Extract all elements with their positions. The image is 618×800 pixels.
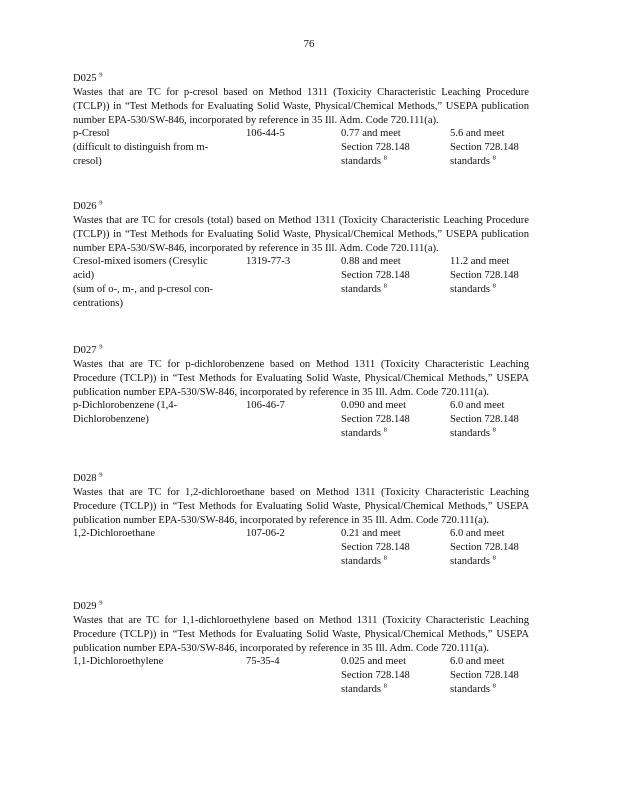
footnote-ref: 8	[492, 154, 496, 162]
waste-code-text: D029	[73, 601, 97, 612]
constituent-row	[73, 655, 533, 697]
cas-number: 107-06-2	[246, 528, 285, 540]
nww-line: 5.6 and meet	[450, 128, 505, 140]
footnote-ref: 8	[383, 426, 387, 434]
constituent-name	[73, 255, 225, 310]
nww-line: Section 728.148	[450, 414, 519, 426]
ww-line: Section 728.148	[341, 270, 410, 282]
constituent-line: cresol)	[73, 155, 102, 167]
nww-line: 11.2 and meet	[450, 256, 510, 268]
constituent-line: centrations)	[73, 297, 124, 309]
waste-description: Wastes that are TC for cresols (total) based on Method 1311 (Toxicity Characteristic Leaching Procedure (TCLP)) in “Test Methods for Evaluating Solid Waste, Physical/Chemical Methods,” USEPA publication number EPA-530/SW-846, incorporated by reference in 35 Ill. Adm. Code 720.111(a).	[73, 215, 529, 254]
nww-line: standards	[450, 283, 491, 295]
ww-line: Section 728.148	[341, 542, 410, 554]
ww-line: 0.21 and meet	[341, 528, 401, 540]
waste-description: Wastes that are TC for 1,1-dichloroethylene based on Method 1311 (Toxicity Characteristic Leaching Procedure (TCLP)) in “Test Methods for Evaluating Solid Waste, Physical/Chemical Methods,” USEPA publication number EPA-530/SW-846, incorporated by reference in 35 Ill. Adm. Code 720.111(a).	[73, 615, 529, 654]
waste-description: Wastes that are TC for 1,2-dichloroethane based on Method 1311 (Toxicity Characteristic Leaching Procedure (TCLP)) in “Test Methods for Evaluating Solid Waste, Physical/Chemical Methods,” USEPA publication number EPA-530/SW-846, incorporated by reference in 35 Ill. Adm. Code 720.111(a).	[73, 487, 529, 526]
nonwastewater-standard	[450, 127, 540, 168]
constituent-line: 1,2-Dichloroethane	[73, 528, 156, 540]
nww-line: Section 728.148	[450, 142, 519, 154]
constituent-line: p-Cresol	[73, 128, 110, 140]
constituent-row	[73, 399, 533, 441]
nonwastewater-standard	[450, 655, 540, 696]
constituent-name	[73, 527, 225, 541]
constituent-line: acid)	[73, 270, 95, 282]
waste-entry-d026	[73, 200, 533, 311]
footnote-ref: 8	[492, 554, 496, 562]
constituent-row	[73, 255, 533, 311]
ww-line: Section 728.148	[341, 670, 410, 682]
wastewater-standard	[341, 255, 441, 296]
footnote-ref: 8	[492, 426, 496, 434]
constituent-name	[73, 127, 225, 168]
waste-entry-d028	[73, 472, 533, 569]
waste-description: Wastes that are TC for p-dichlorobenzene based on Method 1311 (Toxicity Characteristic Leaching Procedure (TCLP)) in “Test Methods for Evaluating Solid Waste, Physical/Chemical Methods,” USEPA publication number EPA-530/SW-846, incorporated by reference in 35 Ill. Adm. Code 720.111(a).	[73, 359, 529, 398]
nww-line: Section 728.148	[450, 270, 519, 282]
footnote-ref: 9	[99, 599, 103, 607]
ww-line: 0.090 and meet	[341, 400, 407, 412]
constituent-name	[73, 655, 225, 669]
footnote-ref: 8	[383, 154, 387, 162]
nonwastewater-standard	[450, 255, 540, 296]
ww-line: Section 728.148	[341, 142, 410, 154]
ww-line: 0.88 and meet	[341, 256, 401, 268]
nonwastewater-standard	[450, 399, 540, 440]
footnote-ref: 8	[492, 282, 496, 290]
cas-number: 106-46-7	[246, 400, 285, 412]
footnote-ref: 8	[383, 282, 387, 290]
wastewater-standard	[341, 399, 441, 440]
nww-line: 6.0 and meet	[450, 656, 505, 668]
constituent-line: p-Dichlorobenzene (1,4-	[73, 400, 178, 412]
nww-line: standards	[450, 427, 491, 439]
nonwastewater-standard	[450, 527, 540, 568]
wastewater-standard	[341, 127, 441, 168]
ww-line: standards	[341, 427, 382, 439]
wastewater-standard	[341, 527, 441, 568]
nww-line: Section 728.148	[450, 670, 519, 682]
footnote-ref: 8	[492, 682, 496, 690]
waste-entry-d025	[73, 72, 533, 169]
waste-code-text: D027	[73, 345, 97, 356]
footnote-ref: 8	[383, 554, 387, 562]
constituent-name	[73, 399, 225, 427]
ww-line: 0.025 and meet	[341, 656, 407, 668]
footnote-ref: 9	[99, 71, 103, 79]
nww-line: standards	[450, 155, 491, 167]
waste-entry-d027	[73, 344, 533, 441]
ww-line: 0.77 and meet	[341, 128, 401, 140]
footnote-ref: 8	[383, 682, 387, 690]
waste-entry-d029	[73, 600, 533, 697]
constituent-line: (difficult to distinguish from m-	[73, 142, 209, 154]
ww-line: standards	[341, 555, 382, 567]
waste-code	[73, 344, 533, 358]
cas-number: 1319-77-3	[246, 256, 291, 268]
nww-line: 6.0 and meet	[450, 400, 505, 412]
waste-code	[73, 200, 533, 214]
cas-number: 75-35-4	[246, 656, 280, 668]
ww-line: standards	[341, 683, 382, 695]
waste-code-text: D028	[73, 473, 97, 484]
nww-line: Section 728.148	[450, 542, 519, 554]
constituent-row	[73, 127, 533, 169]
waste-code-text: D025	[73, 73, 97, 84]
constituent-line: Dichlorobenzene)	[73, 414, 149, 426]
footnote-ref: 9	[99, 471, 103, 479]
waste-description: Wastes that are TC for p-cresol based on Method 1311 (Toxicity Characteristic Leaching Procedure (TCLP)) in “Test Methods for Evaluating Solid Waste, Physical/Chemical Methods,” USEPA publication number EPA-530/SW-846, incorporated by reference in 35 Ill. Adm. Code 720.111(a).	[73, 87, 529, 126]
footnote-ref: 9	[99, 199, 103, 207]
waste-code-text: D026	[73, 201, 97, 212]
constituent-line: 1,1-Dichloroethylene	[73, 656, 164, 668]
constituent-row	[73, 527, 533, 569]
wastewater-standard	[341, 655, 441, 696]
cas-number: 106-44-5	[246, 128, 285, 140]
ww-line: standards	[341, 155, 382, 167]
constituent-line: (sum of o-, m-, and p-cresol con-	[73, 283, 214, 295]
nww-line: standards	[450, 683, 491, 695]
waste-code	[73, 472, 533, 486]
ww-line: standards	[341, 283, 382, 295]
nww-line: 6.0 and meet	[450, 528, 505, 540]
waste-code	[73, 600, 533, 614]
footnote-ref: 9	[99, 343, 103, 351]
nww-line: standards	[450, 555, 491, 567]
constituent-line: Cresol-mixed isomers (Cresylic	[73, 256, 208, 268]
waste-code	[73, 72, 533, 86]
ww-line: Section 728.148	[341, 414, 410, 426]
page-number: 76	[303, 38, 315, 50]
